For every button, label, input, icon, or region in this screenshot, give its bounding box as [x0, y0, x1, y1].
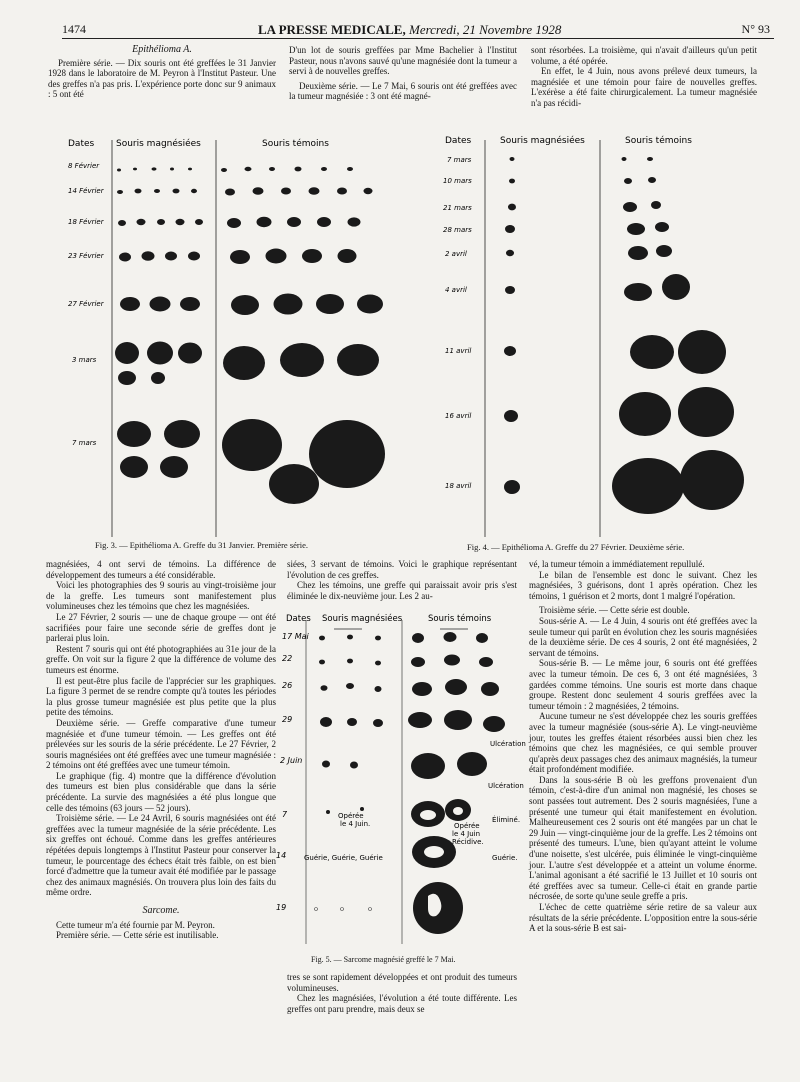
- paragraph: sont résorbées. La troisième, qui n'avait d'ailleurs qu'un petit volume, a été opérée.: [531, 45, 757, 66]
- paragraph: Aucune tumeur ne s'est développée chez les souris greffées avec la tumeur magnésiée (sous-série A). Le vingt-neuvième jour, toutes les greffes étaient résorbées aussi bien chez les témoins que chez les magnésiées, ce qui semble prouver qu'après deux passages chez des animaux magnésiés, la tumeur était profondément modifiée.: [529, 711, 757, 775]
- date-label: 22: [282, 654, 293, 663]
- paragraph: Sous-série B. — Le même jour, 6 souris ont été greffées avec la tumeur témoin. De ces 6, 3 ont été magnésiées, 3 gardées comme témoins. Une souris est morte dans chaque groupe. Restent donc seulement 4 souris greffées avec la tumeur témoin : 2 magnésiées, 2 témoins.: [529, 658, 757, 711]
- annotation-guerie-row: Guérie, Guérie, Guérie: [304, 854, 383, 862]
- paragraph: Troisième série. — Cette série est double.: [539, 605, 690, 616]
- paragraph: D'un lot de souris greffées par Mme Bachelier à l'Institut Pasteur, nous n'avons sauvé qu'une magnésiée dont la tumeur a servi à de nouvelles greffes.: [289, 45, 517, 77]
- paragraph: Sous-série A. — Le 4 Juin, 4 souris ont été greffées avec la seule tumeur qui parût en évolution chez les souris magnésiées de la deuxième série. De ces 4 souris, 2 ont été magnésiées, 2 servant de témoins.: [529, 615, 757, 658]
- figure-4-caption: Fig. 4. — Epithélioma A. Greffe du 27 Février. Deuxième série.: [467, 542, 685, 552]
- annotation-elimine: Éliminé.: [492, 816, 521, 824]
- date-label: 27 Février: [68, 300, 104, 308]
- date-label: 28 mars: [443, 226, 472, 234]
- date-label: 2 Juin: [280, 756, 303, 765]
- issue-number: N° 93: [741, 22, 770, 36]
- journal-title: LA PRESSE MEDICALE,: [258, 22, 406, 37]
- paragraph: Deuxième série. — Le 7 Mai, 6 souris ont été greffées avec la tumeur magnésiée : 3 ont été magné-: [289, 80, 517, 102]
- date-label: 11 avril: [445, 347, 472, 355]
- dates-header: Dates: [445, 136, 472, 146]
- issue-date: Mercredi, 21 Novembre 1928: [408, 22, 562, 37]
- top-column-2: [289, 45, 517, 102]
- top-column-3: [531, 45, 757, 109]
- paragraph: Deuxième série. — Greffe comparative d'une tumeur magnésiée et d'une tumeur témoin. — Les greffes ont été prélevées sur les souris de la série précédente. Le 27 Février, 2 souris magnésiées ont été greffées avec une tumeur magnésiée : 2 témoins ont été greffées avec une tumeur témoin.: [46, 717, 276, 771]
- paragraph: Le bilan de l'ensemble est donc le suivant. Chez les magnésiées, 3 guérisons, dont 1 après opération. Chez les témoins, 1 guérison et 2 morts, dont 1 malgré l'opération.: [529, 569, 757, 601]
- magnesiees-header: Souris magnésiées: [322, 614, 403, 624]
- annotation-operee-recidive: Opérée le 4 Juin Récidive.: [452, 822, 484, 846]
- figure-5-caption: Fig. 5. — Sarcome magnésié greffé le 7 Mai.: [311, 955, 456, 964]
- dates-header: Dates: [68, 139, 95, 149]
- figure-4-photo: [440, 132, 770, 542]
- paragraph: Chez les magnésiées, l'évolution a été toute différente. Les greffes ont paru prendre, mais deux se: [287, 993, 517, 1014]
- paragraph: Chez les témoins, une greffe qui paraissait avoir pris s'est éliminée le dix-neuvième jour. Les 2 au-: [287, 580, 517, 601]
- paragraph: Troisième série. — Le 24 Avril, 6 souris magnésiées ont été greffées avec la tumeur magnésiée de la série précédente. Les six greffes ont échoué. Comme dans les greffes antérieures répétées depuis longtemps à l'Institut Pasteur pour conserver la tumeur, le pourcentage des échecs était très faible, on est bien forcé d'admettre que la tumeur avait été modifiée par le passage chez des animaux magnésiés. On trouvera plus loin des faits du même ordre.: [46, 813, 276, 898]
- annotation-ulceration: Ulcération: [488, 782, 524, 790]
- paragraph: magnésiées, 4 ont servi de témoins. La différence de développement des tumeurs a été considérable.: [46, 559, 276, 580]
- annotation-guerie: Guérie.: [492, 854, 518, 862]
- date-label: 7: [282, 810, 288, 819]
- annotation-operee: Opérée le 4 Juin.: [338, 812, 371, 828]
- paragraph: L'échec de cette quatrième série retire de sa valeur aux résultats de la série précédente. L'opposition entre la sous-série A et la sous-série B est sai-: [529, 902, 757, 934]
- paragraph: Restent 7 souris qui ont été photographiées au 31e jour de la greffe. On voit sur la figure 2 que la différence de volume des tumeurs est énorme.: [46, 643, 276, 675]
- temoins-header: Souris témoins: [625, 136, 692, 146]
- annotation-ulceration: Ulcération: [490, 740, 526, 748]
- paragraph: Voici les photographies des 9 souris au vingt-troisième jour de la greffe. Les tumeurs sont manifestement plus volumineuses chez les témoins que chez les magnésiées.: [46, 580, 276, 612]
- paragraph: Dans la sous-série B où les greffons provenaient d'un témoin, c'est-à-dire d'un animal non magnésié, les choses se sont passées tout autrement. Des 2 souris magnésiées, l'une a présenté une tumeur qui était manifestement en évolution. Malheureusement ces 2 souris ont été mangées par un chat le 29 Juin — vingt-cinquième jour de la greffe. Les 2 témoins ont présenté des tumeurs. L'une, bien qu'ayant atteint le volume d'une noisette, s'est ulcérée, puis éliminée le vingt-cinquième jour. L'autre s'est développée et a atteint un volume énorme. L'animal agonisant a été sacrifié le 13 Juillet et 10 souris ont été greffées avec sa tumeur. Celle-ci était en grande partie nécrosée, de sorte qu'une seule greffe a pris.: [529, 774, 757, 902]
- date-label: 26: [282, 681, 293, 690]
- running-header: [62, 22, 774, 39]
- paragraph: Première série. — Cette série est inutilisable.: [56, 930, 219, 941]
- figure-3-caption: Fig. 3. — Epithélioma A. Greffe du 31 Janvier. Première série.: [95, 540, 309, 550]
- date-label: 4 avril: [445, 286, 467, 294]
- bottom-column-2-top: [287, 559, 517, 601]
- paragraph: siées, 3 servant de témoins. Voici le graphique représentant l'évolution de ces greffes.: [287, 559, 517, 580]
- section-heading: Sarcome.: [142, 905, 180, 916]
- figure-3: [62, 132, 417, 540]
- date-label: 18 Février: [68, 218, 104, 226]
- date-label: 3 mars: [72, 356, 97, 364]
- date-label: 18 avril: [445, 482, 472, 490]
- date-label: 29: [282, 715, 293, 724]
- date-label: 7 mars: [72, 439, 97, 447]
- magnesiees-header: Souris magnésiées: [500, 136, 585, 146]
- section-heading: Epithélioma A.: [132, 44, 192, 55]
- date-label: 14 Février: [68, 187, 104, 195]
- figure-5-photo: [276, 612, 528, 952]
- date-label: 16 avril: [445, 412, 472, 420]
- date-label: 17 Mai: [282, 632, 309, 641]
- date-label: 21 mars: [443, 204, 472, 212]
- date-label: 10 mars: [443, 177, 472, 185]
- paragraph: Cette tumeur m'a été fournie par M. Peyron.: [56, 919, 215, 930]
- bottom-column-1: [46, 559, 276, 941]
- temoins-header: Souris témoins: [262, 139, 329, 149]
- paragraph: Il est peut-être plus facile de l'apprécier sur les graphiques. La figure 3 permet de se rendre compte qu'à toutes les périodes la plus grosse tumeur magnésiée est plus petite que la plus petite des témoins.: [46, 675, 276, 718]
- date-label: 23 Février: [68, 252, 104, 260]
- figure-3-photo: [62, 132, 417, 540]
- bottom-column-3: [529, 559, 757, 934]
- magnesiees-header: Souris magnésiées: [116, 139, 201, 149]
- date-label: 19: [276, 903, 287, 912]
- paragraph: Première série. — Dix souris ont été greffées le 31 Janvier 1928 dans le laboratoire de M. Peyron à l'Institut Pasteur. Une des greffes n'a pas pris. L'expérience porte donc sur 9 animaux : 5 ont été: [48, 57, 276, 100]
- paragraph: Le graphique (fig. 4) montre que la différence d'évolution des tumeurs est bien plus considérable que dans la série précédente. La survie des magnésiées a été plus longue que celle des témoins (63 jours — 52 jours).: [46, 770, 276, 813]
- page-number: 1474: [62, 22, 86, 36]
- dates-header: Dates: [286, 614, 311, 624]
- paragraph: En effet, le 4 Juin, nous avons prélevé deux tumeurs, la magnésiée et une témoin pour faire de nouvelles greffes. L'exérèse a été faite chirurgicalement. La tumeur magnésiée n'a pas récidi-: [531, 66, 757, 108]
- date-label: 14: [276, 851, 287, 860]
- bottom-column-2-bottom: [287, 972, 517, 1014]
- figure-5: [276, 612, 528, 952]
- date-label: 7 mars: [447, 156, 472, 164]
- temoins-header: Souris témoins: [428, 614, 492, 624]
- top-column-1: [48, 45, 276, 100]
- paragraph: Le 27 Février, 2 souris — une de chaque groupe — ont été sacrifiées pour faire une seconde série de greffes dont je parlerai plus loin.: [46, 611, 276, 644]
- date-label: 2 avril: [445, 250, 467, 258]
- paragraph: vé, la tumeur témoin a immédiatement repullulé.: [529, 559, 705, 569]
- figure-4: [440, 132, 770, 542]
- date-label: 8 Février: [68, 162, 100, 170]
- paragraph: tres se sont rapidement développées et ont produit des tumeurs volumineuses.: [287, 972, 517, 993]
